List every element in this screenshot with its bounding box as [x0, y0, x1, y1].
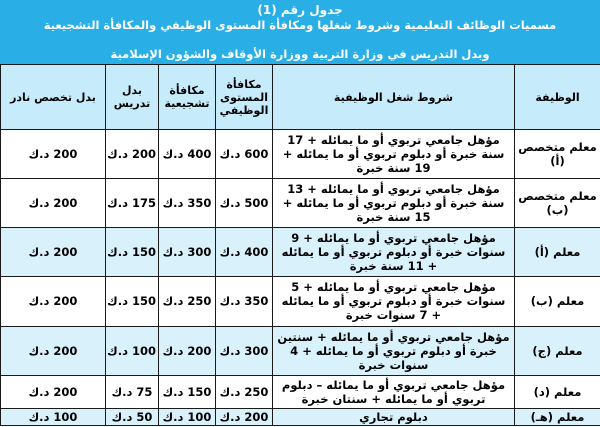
cell-level-bonus: 600 د.ك: [216, 130, 273, 179]
cell-teaching: 50 د.ك: [106, 408, 159, 425]
table-row: [1, 228, 600, 277]
cell-rare: 200 د.ك: [1, 375, 106, 408]
cell-level-bonus: 500 د.ك: [216, 179, 273, 228]
table-row: [1, 130, 600, 179]
table-subtitle-line-1: مسميات الوظائف التعليمية وشروط شغلها ومكافأة المستوى الوظيفي والمكافأة التشجيعية: [43, 18, 557, 32]
table-row: [1, 326, 600, 375]
col-header-incentive: مكافأة تشجيعية: [159, 65, 216, 130]
cell-job: معلم (هـ): [515, 408, 600, 425]
table-title: جدول رقم (1): [257, 3, 343, 17]
col-header-level-bonus: مكافأة المستوى الوظيفي: [216, 65, 273, 130]
cell-incentive: 150 د.ك: [159, 375, 216, 408]
jobs-table: [0, 64, 600, 426]
table-row: [1, 179, 600, 228]
cell-incentive: 100 د.ك: [159, 408, 216, 425]
cell-teaching: 200 د.ك: [106, 130, 159, 179]
cell-conditions: مؤهل جامعي تربوي أو ما يمائله + 5 سنوات خبرة أو دبلوم تربوي أو ما يمائله + 7 سنوات خبرة: [273, 277, 515, 326]
cell-job: معلم متخصص (أ): [515, 130, 600, 179]
header-row: [1, 65, 600, 130]
cell-level-bonus: 300 د.ك: [216, 326, 273, 375]
cell-teaching: 75 د.ك: [106, 375, 159, 408]
col-header-job: الوظيفة: [515, 65, 600, 130]
cell-level-bonus: 400 د.ك: [216, 228, 273, 277]
cell-rare: 100 د.ك: [1, 408, 106, 425]
col-header-conditions: شروط شغل الوظيفية: [273, 65, 515, 130]
table-row: [1, 277, 600, 326]
cell-conditions: دبلوم تجاري: [273, 408, 515, 425]
cell-incentive: 350 د.ك: [159, 179, 216, 228]
cell-job: معلم متخصص (ب): [515, 179, 600, 228]
cell-job: معلم (ب): [515, 277, 600, 326]
cell-conditions: مؤهل جامعي تربوي أو ما يمائله – دبلوم تربوي أو ما يمائله + سنتان خبرة: [273, 375, 515, 408]
cell-rare: 200 د.ك: [1, 326, 106, 375]
cell-level-bonus: 250 د.ك: [216, 375, 273, 408]
cell-rare: 200 د.ك: [1, 130, 106, 179]
cell-conditions: مؤهل جامعي تربوي أو ما يمائله + 17 سنة خبرة أو دبلوم تربوي أو ما يمائله + 19 سنة خبرة: [273, 130, 515, 179]
cell-conditions: مؤهل جامعي تربوي أو ما يمائله + 9 سنوات خبرة أو دبلوم تربوي أو ما يمائله + 11 سنة خبرة: [273, 228, 515, 277]
cell-incentive: 200 د.ك: [159, 326, 216, 375]
cell-job: معلم (ج): [515, 326, 600, 375]
col-header-rare: بدل تخصص نادر: [1, 65, 106, 130]
cell-incentive: 300 د.ك: [159, 228, 216, 277]
cell-rare: 200 د.ك: [1, 228, 106, 277]
table-row: [1, 408, 600, 425]
cell-teaching: 100 د.ك: [106, 326, 159, 375]
cell-job: معلم (د): [515, 375, 600, 408]
cell-conditions: مؤهل جامعي تربوي أو ما يمائله + 13 سنة خبرة أو دبلوم تربوي أو ما يمائله + 15 سنة خبرة: [273, 179, 515, 228]
table-row: [1, 375, 600, 408]
cell-level-bonus: 350 د.ك: [216, 277, 273, 326]
cell-level-bonus: 200 د.ك: [216, 408, 273, 425]
cell-teaching: 150 د.ك: [106, 277, 159, 326]
cell-incentive: 400 د.ك: [159, 130, 216, 179]
cell-teaching: 150 د.ك: [106, 228, 159, 277]
cell-rare: 200 د.ك: [1, 277, 106, 326]
cell-teaching: 175 د.ك: [106, 179, 159, 228]
cell-conditions: مؤهل جامعي تربوي أو ما يمائله + سنتين خبرة أو دبلوم تربوي أو ما يمائله + 4 سنوات خبرة: [273, 326, 515, 375]
cell-job: معلم (أ): [515, 228, 600, 277]
table-subtitle-line-2: وبدل التدريس في وزارة التربية ووزارة الأوقاف والشؤون الإسلامية: [110, 47, 490, 61]
cell-incentive: 250 د.ك: [159, 277, 216, 326]
cell-rare: 200 د.ك: [1, 179, 106, 228]
table-header-banner: [0, 0, 600, 64]
col-header-teaching: بدل تدريس: [106, 65, 159, 130]
